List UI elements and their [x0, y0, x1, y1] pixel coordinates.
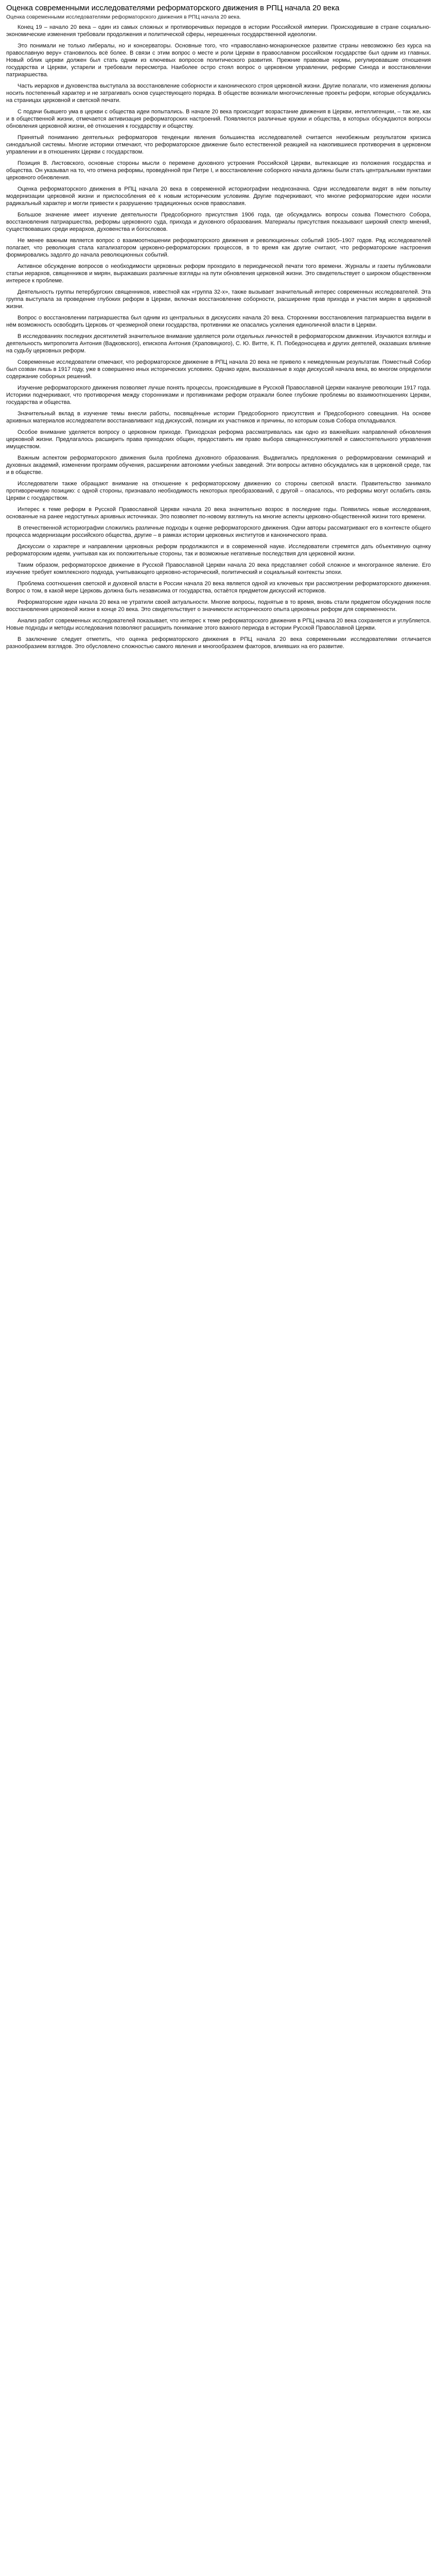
body-paragraph: Реформаторские идеи начала 20 века не утратили своей актуальности. Многие вопросы, поднятые в то время, вновь стали предметом обсуждения после восстановления церковной жизни в конце 20 века. Это свидетельствует о значимости исторического опыта церковных реформ для современности.	[6, 599, 431, 613]
body-paragraph: Таким образом, реформаторское движение в Русской Православной Церкви начала 20 века представляет собой сложное и многогранное явление. Его изучение требует комплексного подхода, учитывающего церковно-исторический, политический и социальный контексты эпохи.	[6, 562, 431, 575]
body-paragraph: С подачи бывшего ума в церкви с общества идеи попытались. В начале 20 века происходит возрастание движения в Церкви, интеллигенции, – так же, как и в общественной жизни, отмечается активизация реформаторских настроений. Появляются различные кружки и общества, в которых обсуждаются вопросы обновления церковной жизни, её отношения к государству и обществу.	[6, 109, 431, 129]
body-paragraph: Оценка реформаторского движения в РПЦ начала 20 века в современной историографии неоднозначна. Одни исследователи видят в нём попытку модернизации церковной жизни и приспособления её к новым историческим условиям. Другие подчеркивают, что многие реформаторские идеи носили радикальный характер и могли привести к разрушению традиционных основ православия.	[6, 186, 431, 207]
body-paragraph: Современные исследователи отмечают, что реформаторское движение в РПЦ начала 20 века не привело к немедленным результатам. Поместный Собор был созван лишь в 1917 году, уже в совершенно иных исторических условиях. Однако идеи, высказанные в ходе дискуссий начала века, во многом определили содержание соборных решений.	[6, 359, 431, 380]
body-paragraph: В отечественной историографии сложились различные подходы к оценке реформаторского движения. Одни авторы рассматривают его в контексте общего процесса модернизации российского общества, другие – в рамках истории церковных институтов и канонического права.	[6, 525, 431, 538]
body-paragraph: Анализ работ современных исследователей показывает, что интерес к теме реформаторского движения в РПЦ начала 20 века сохраняется и углубляется. Новые подходы и методы исследования позволяют расширить понимание этого важного периода в истории Русской Православной Церкви.	[6, 618, 431, 631]
body-paragraph: Вопрос о восстановлении патриаршества был одним из центральных в дискуссиях начала 20 века. Сторонники восстановления патриаршества видели в нём возможность освободить Церковь от чрезмерной опеки государства, противники же опасались усиления единоличной власти в Церкви.	[6, 315, 431, 328]
body-paragraph: Большое значение имеет изучение деятельности Предсоборного присутствия 1906 года, где обсуждались вопросы созыва Поместного Собора, восстановления патриаршества, реформы церковного суда, прихода и духовного образования. Материалы присутствия показывают широкий спектр мнений, существовавших среди иерархов, духовенства и богословов.	[6, 212, 431, 232]
body-paragraph: Часть иерархов и духовенства выступала за восстановление соборности и канонического строя церковной жизни. Другие полагали, что изменения должны носить постепенный характер и не затрагивать основ существующего порядка. В обществе возникали многочисленные проекты реформ, которые обсуждались на страницах церковной и светской печати.	[6, 83, 431, 104]
document-title: Оценка современными исследователями реформаторского движения в РПЦ начала 20 века	[6, 4, 340, 12]
document-subtitle: Оценка современными исследователями реформаторского движения в РПЦ начала 20 века.	[6, 14, 241, 20]
document-body	[6, 24, 431, 650]
body-paragraph: Это понимали не только либералы, но и консерваторы. Основные того, что «православно-монархическое развитие страны невозможно без курса на православную веру» становилось всё более. В связи с этим вопрос о месте и роли Церкви в православном российском государстве был одним из главных. Новый облик церкви должен был стать одним из ключевых вопросов политического развития. Прежние правовые нормы, регулировавшие отношения государства и Церкви, устарели и требовали пересмотра. Наиболее остро стоял вопрос о церковном управлении, реформе Синода и восстановлении патриаршества.	[6, 43, 431, 78]
body-paragraph: Интерес к теме реформ в Русской Православной Церкви начала 20 века значительно возрос в последние годы. Появились новые исследования, основанные на ранее недоступных архивных источниках. Это позволяет по-новому взглянуть на многие аспекты церковно-общественной жизни того времени.	[6, 506, 431, 520]
body-paragraph: Особое внимание уделяется вопросу о церковном приходе. Приходская реформа рассматривалась как одно из важнейших направлений обновления церковной жизни. Предлагалось расширить права приходских общин, предоставить им право выбора священнослужителей и самостоятельного управления имуществом.	[6, 429, 431, 450]
body-paragraph: Деятельность группы петербургских священников, известной как «группа 32-х», также вызывает значительный интерес современных исследователей. Эта группа выступала за проведение глубоких реформ в Церкви, включая восстановление соборности, расширение прав прихода и участия мирян в церковной жизни.	[6, 289, 431, 310]
body-paragraph: Исследователи также обращают внимание на отношение к реформаторскому движению со стороны светской власти. Правительство занимало противоречивую позицию: с одной стороны, признавало необходимость некоторых преобразований, с другой – опасалось, что реформы могут ослабить связь Церкви с государством.	[6, 481, 431, 501]
body-paragraph: Не менее важным является вопрос о взаимоотношении реформаторского движения и революционных событий 1905–1907 годов. Ряд исследователей полагает, что революция стала катализатором церковно-реформаторских процессов, в то время как другие считают, что реформаторские настроения формировались задолго до начала революционных событий.	[6, 238, 431, 258]
body-paragraph: Дискуссии о характере и направлении церковных реформ продолжаются и в современной науке. Исследователи стремятся дать объективную оценку реформаторским идеям, учитывая как их положительные стороны, так и возможные негативные последствия для церковной жизни.	[6, 544, 431, 557]
body-paragraph: Активное обсуждение вопросов о необходимости церковных реформ проходило в периодической печати того времени. Журналы и газеты публиковали статьи иерархов, священников и мирян, выражавших различные взгляды на пути обновления церковной жизни. Это свидетельствует о широком общественном интересе к проблеме.	[6, 263, 431, 284]
body-paragraph: Изучение реформаторского движения позволяет лучше понять процессы, происходившие в Русской Православной Церкви накануне революции 1917 года. Историки подчеркивают, что противоречия между сторонниками и противниками реформ отражали более глубокие проблемы во взаимоотношениях Церкви, государства и общества.	[6, 385, 431, 405]
body-paragraph: В исследованиях последних десятилетий значительное внимание уделяется роли отдельных личностей в реформаторском движении. Изучаются взгляды и деятельность митрополита Антония (Вадковского), епископа Антония (Храповицкого), С. Ю. Витте, К. П. Победоносцева и других деятелей, оказавших влияние на судьбу церковных реформ.	[6, 333, 431, 354]
body-paragraph: Важным аспектом реформаторского движения была проблема духовного образования. Выдвигались предложения о реформировании семинарий и духовных академий, изменении программ обучения, расширении автономии учебных заведений. Эти вопросы активно обсуждались как в церковной среде, так и в обществе.	[6, 455, 431, 476]
body-paragraph: В заключение следует отметить, что оценка реформаторского движения в РПЦ начала 20 века современными исследователями отличается разнообразием взглядов. Это обусловлено сложностью самого явления и многообразием факторов, влиявших на его развитие.	[6, 636, 431, 650]
body-paragraph: Проблема соотношения светской и духовной власти в России начала 20 века является одной из ключевых при рассмотрении реформаторского движения. Вопрос о том, в какой мере Церковь должна быть независима от государства, остаётся предметом дискуссий историков.	[6, 581, 431, 594]
body-paragraph: Конец 19 – начало 20 века – один из самых сложных и противоречивых периодов в истории Российской империи. Происходившие в стране социально-экономические изменения требовали продолжения и политической сферы, нерешенных государственной идеологии.	[6, 24, 431, 38]
body-paragraph: Позиция В. Листовского, основные стороны мысли о перемене духовного устроения Российской Церкви, вытекающие из положения государства и общества. Он указывал на то, что отмена реформы, проведённой при Петре I, и восстановление соборного начала должны были стать центральными пунктами церковного обновления.	[6, 160, 431, 181]
body-paragraph: Принятый пониманию деятельных реформаторов тенденции явления большинства исследователей считается неизбежным результатом кризиса синодальной системы. Многие историки отмечают, что реформаторское движение было естественной реакцией на накопившиеся противоречия в церковном управлении и в отношениях Церкви с государством.	[6, 134, 431, 155]
body-paragraph: Значительный вклад в изучение темы внесли работы, посвящённые истории Предсоборного присутствия и Предсоборного совещания. На основе архивных материалов исследователи восстанавливают ход дискуссий, позиции их участников и причины, по которым созыв Собора откладывался.	[6, 411, 431, 424]
